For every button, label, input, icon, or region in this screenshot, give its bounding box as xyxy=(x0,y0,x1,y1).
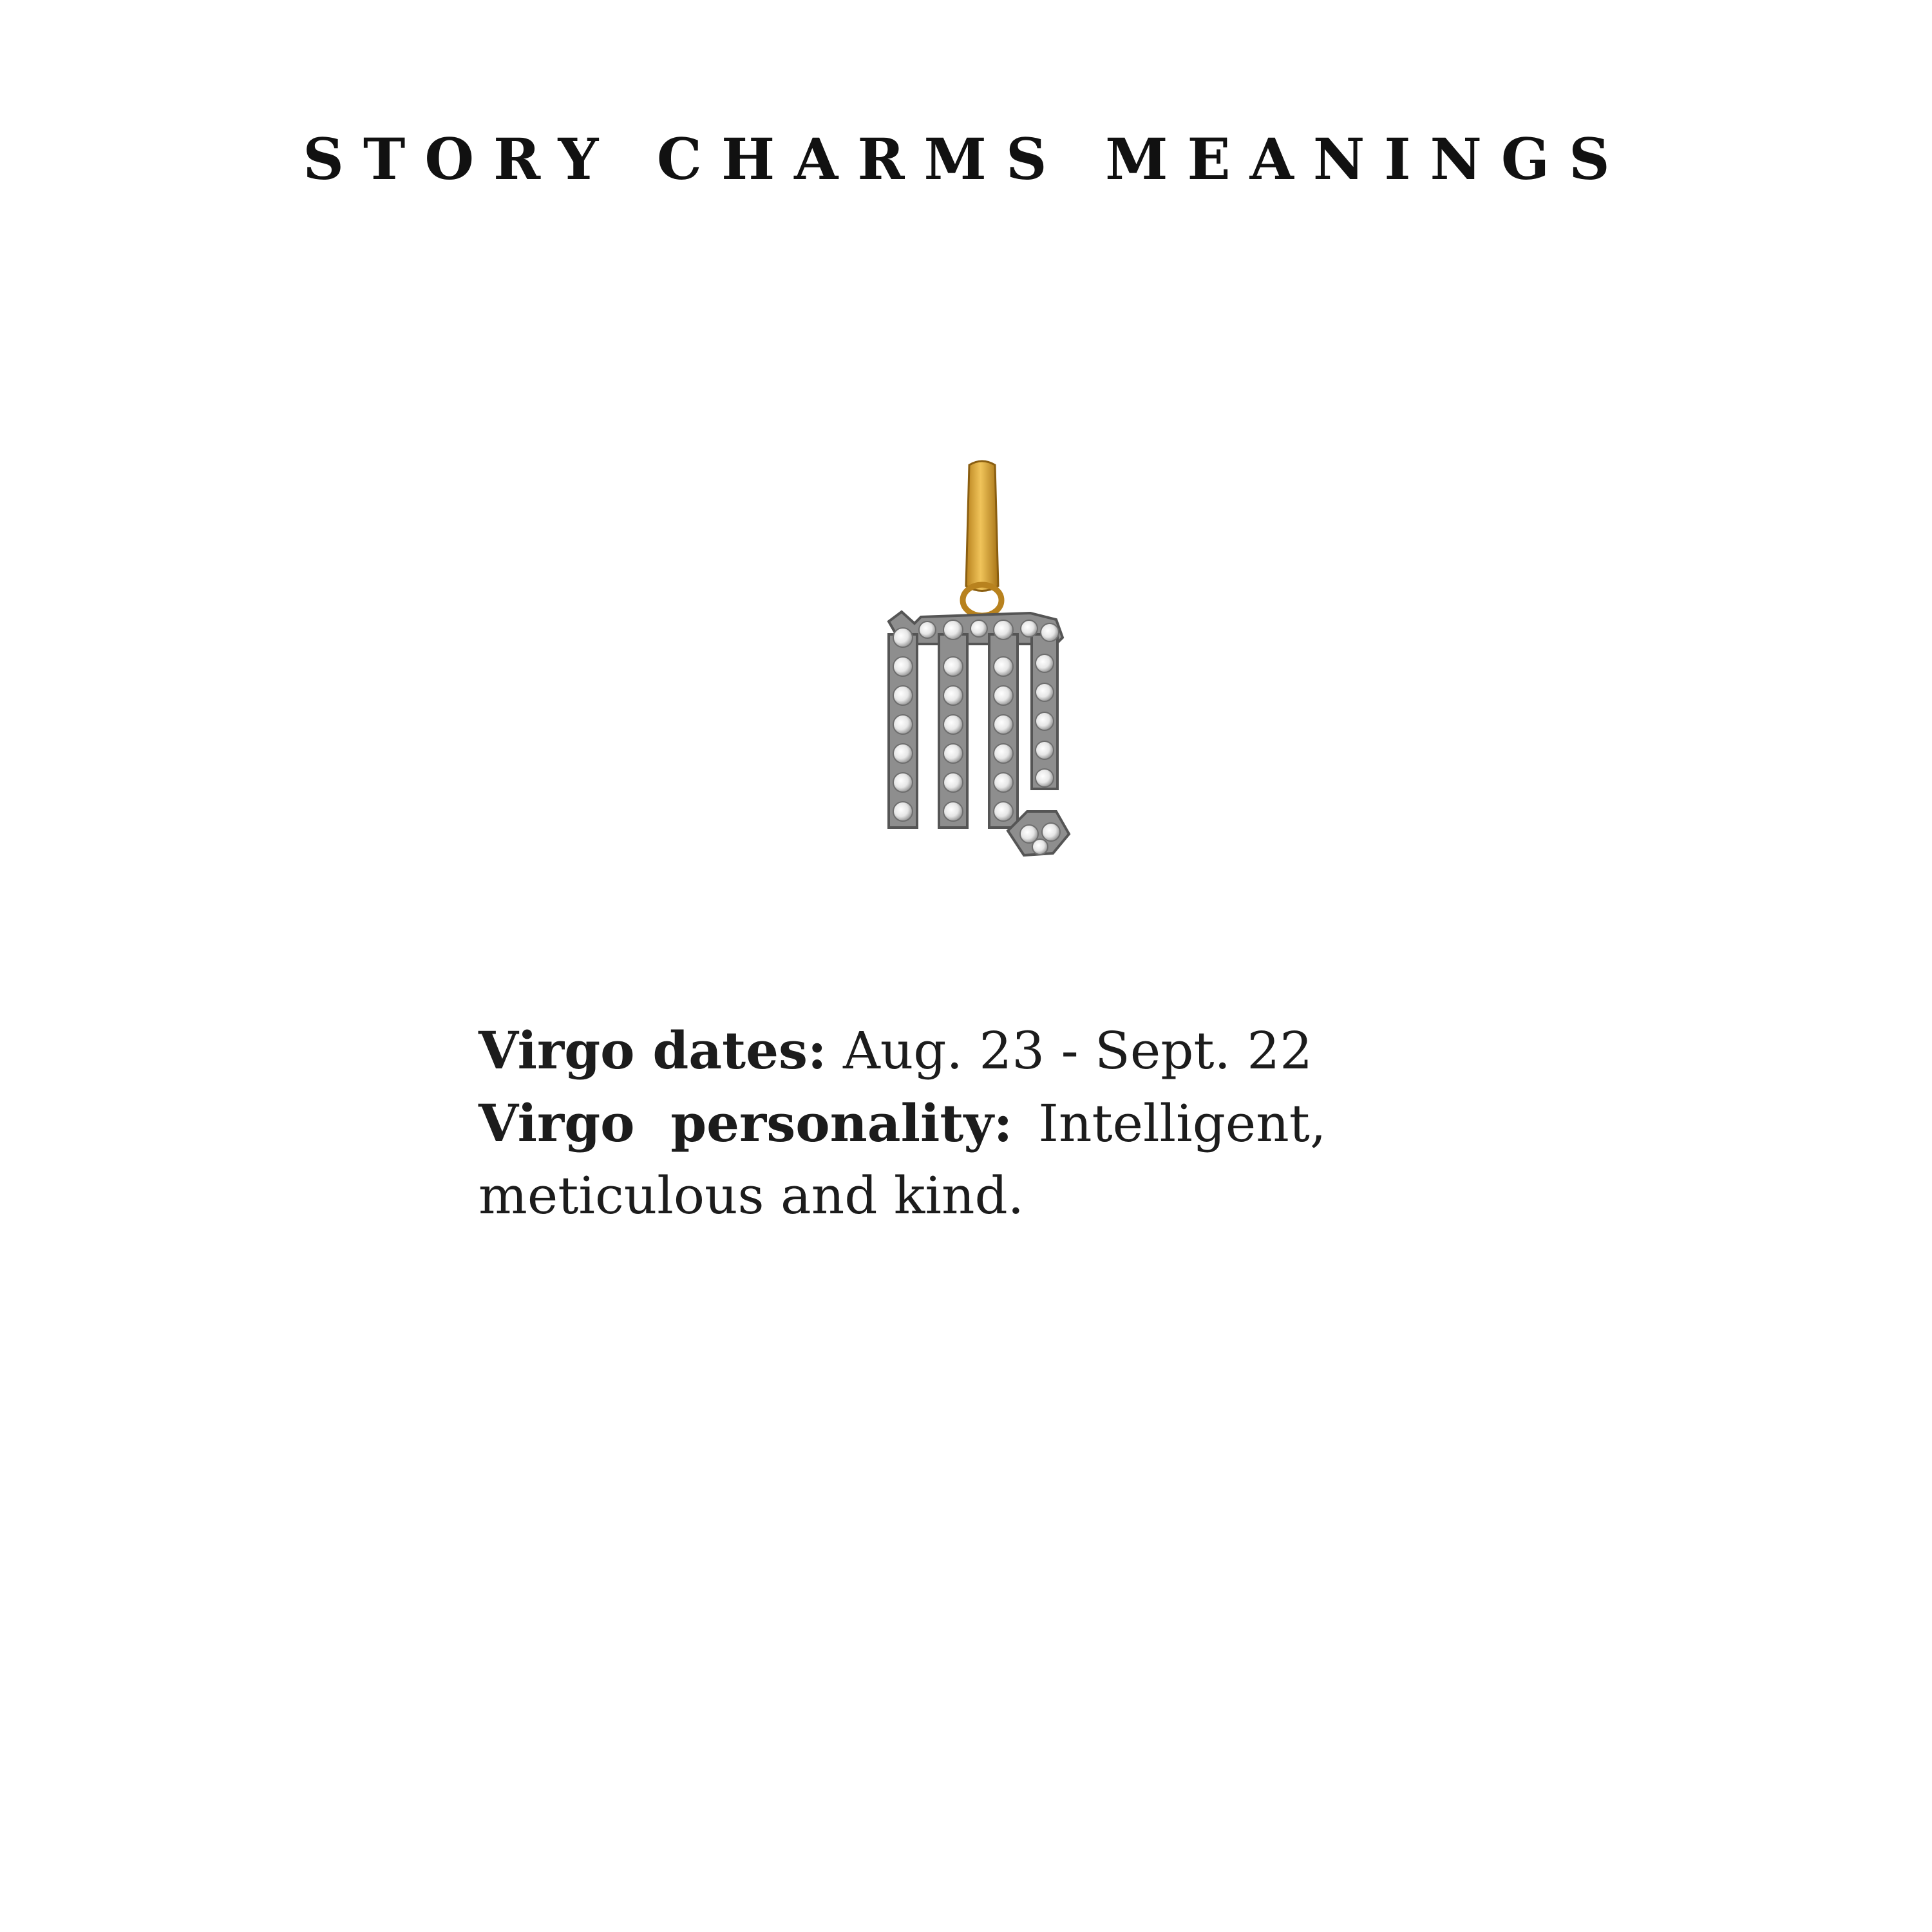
zodiac-details xyxy=(478,1014,1509,1232)
personality-label: Virgo personality: xyxy=(478,1093,1013,1153)
page-title: STORY CHARMS MEANINGS xyxy=(303,126,1629,193)
personality-value-line1: Intelligent, xyxy=(1038,1094,1327,1153)
virgo-charm-image xyxy=(863,451,1095,863)
personality-value-line2: meticulous and kind. xyxy=(478,1166,1025,1226)
virgo-charm-pendant-icon xyxy=(863,451,1095,863)
personality-row-continued xyxy=(478,1160,1509,1232)
personality-row xyxy=(478,1087,1509,1160)
dates-value: Aug. 23 - Sept. 22 xyxy=(842,1021,1313,1081)
dates-label: Virgo dates: xyxy=(478,1020,827,1081)
dates-row xyxy=(478,1014,1509,1087)
